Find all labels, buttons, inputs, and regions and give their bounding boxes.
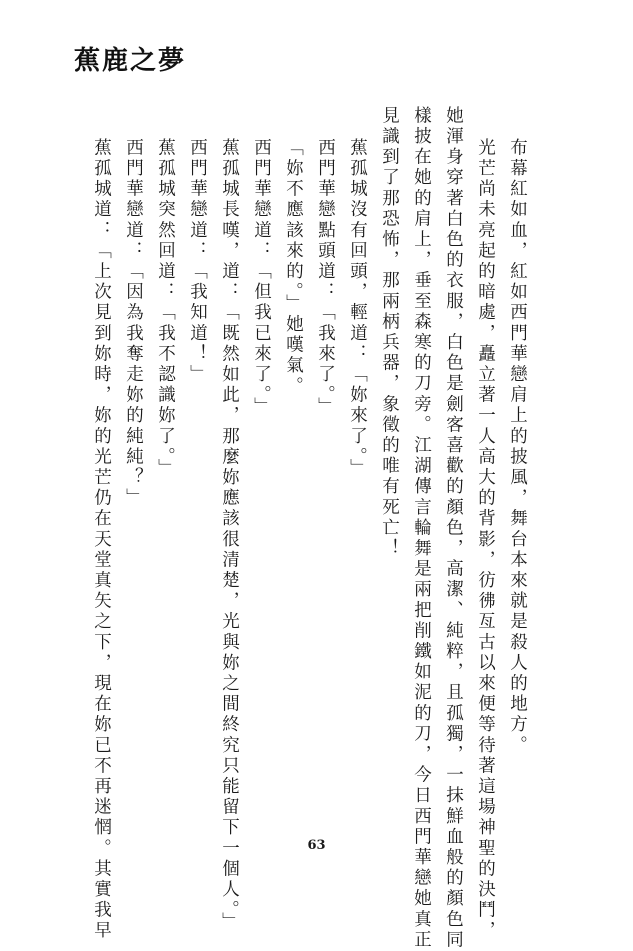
text-column: 樣披在她的肩上，垂至森寒的刀旁。江湖傳言輪舞是兩把削鐵如泥的刀，今日西門華戀她真正 bbox=[411, 106, 432, 951]
text-column: 「妳不應該來的。」她嘆氣。 bbox=[283, 138, 304, 398]
text-column: 布幕紅如血，紅如西門華戀肩上的披風，舞台本來就是殺人的地方。 bbox=[507, 138, 528, 756]
text-column: 西門華戀道：「我知道！」 bbox=[187, 138, 208, 386]
text-column: 見識到了那恐怖，那兩柄兵器，象徵的唯有死亡！ bbox=[379, 106, 400, 560]
chapter-title: 蕉鹿之夢 bbox=[74, 46, 187, 76]
text-column: 光芒尚未亮起的暗處，矗立著一人高大的背影，彷彿亙古以來便等待著這場神聖的決鬥， bbox=[475, 138, 496, 942]
text-column: 蕉孤城道：「上次見到妳時，妳的光芒仍在天堂真矢之下，現在妳已不再迷惘。其實我早 bbox=[91, 138, 112, 942]
text-column: 西門華戀道：「因為我奪走妳的純純？」 bbox=[123, 138, 144, 509]
text-column: 蕉孤城突然回道：「我不認識妳了。」 bbox=[155, 138, 176, 480]
text-column: 蕉孤城長嘆，道：「既然如此，那麼妳應該很清楚，光與妳之間終究只能留下一個人。」 bbox=[219, 138, 240, 933]
text-column: 西門華戀點頭道：「我來了。」 bbox=[315, 138, 336, 418]
text-column: 她渾身穿著白色的衣服，白色是劍客喜歡的顏色，高潔、純粹，且孤獨，一抹鮮血般的顏色同 bbox=[443, 106, 464, 951]
text-column: 蕉孤城沒有回頭，輕道：「妳來了。」 bbox=[347, 138, 368, 480]
page-number: 63 bbox=[307, 838, 326, 853]
text-column: 西門華戀道：「但我已來了。」 bbox=[251, 138, 272, 418]
